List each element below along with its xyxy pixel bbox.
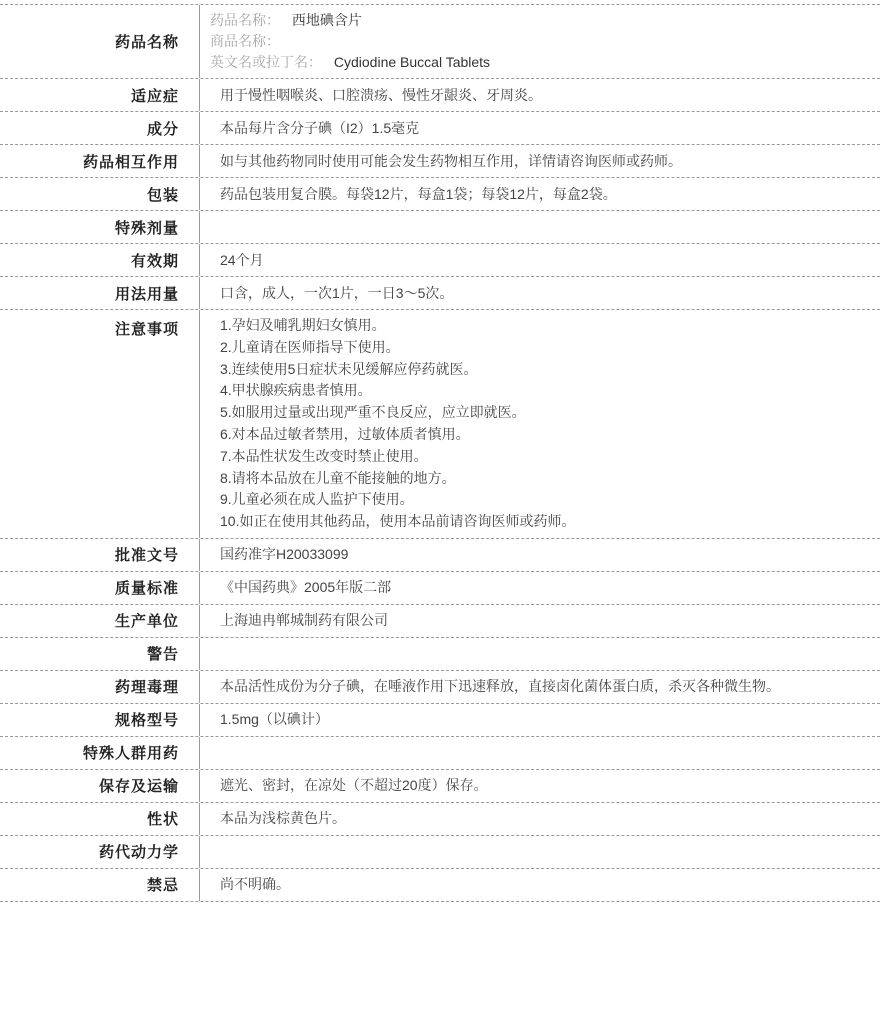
table-row	[0, 605, 880, 638]
row-value: 如与其他药物同时使用可能会发生药物相互作用，详情请咨询医师或药师。	[220, 152, 682, 169]
table-row	[0, 539, 880, 572]
table-row	[0, 869, 880, 902]
row-label: 注意事项	[0, 310, 200, 538]
notes-line: 4.甲状腺疾病患者慎用。	[220, 382, 372, 399]
table-row	[0, 704, 880, 737]
row-value: 上海迪冉郸城制药有限公司	[220, 612, 388, 629]
drug-name-field	[210, 10, 870, 31]
row-label: 药理毒理	[0, 671, 200, 703]
table-row	[0, 803, 880, 836]
table-row	[0, 638, 880, 671]
row-label: 用法用量	[0, 277, 200, 309]
row-value	[200, 310, 880, 538]
table-row	[0, 572, 880, 605]
english-name-field-value: Cydiodine Buccal Tablets	[333, 54, 491, 70]
notes-line: 3.连续使用5日症状未见缓解应停药就医。	[220, 360, 478, 377]
table-row-drug-name	[0, 5, 880, 79]
drug-info-table	[0, 4, 880, 902]
trade-name-field-key: 商品名称：	[210, 33, 280, 49]
table-row	[0, 211, 880, 244]
notes-line: 9.儿童必须在成人监护下使用。	[220, 491, 414, 508]
drug-name-field-value: 西地碘含片	[291, 12, 362, 28]
row-value: 《中国药典》2005年版二部	[220, 579, 392, 596]
table-row	[0, 277, 880, 310]
row-value	[200, 836, 880, 868]
row-value: 本品为浅棕黄色片。	[220, 810, 346, 827]
row-value: 药品包装用复合膜。每袋12片，每盒1袋；每袋12片，每盒2袋。	[220, 185, 617, 202]
row-value: 口含，成人，一次1片，一日3～5次。	[220, 284, 454, 301]
row-value	[200, 737, 880, 769]
table-row	[0, 244, 880, 277]
row-label: 特殊人群用药	[0, 737, 200, 769]
table-row	[0, 112, 880, 145]
table-row	[0, 770, 880, 803]
notes-line: 10.如正在使用其他药品，使用本品前请咨询医师或药师。	[220, 513, 576, 530]
row-value: 用于慢性咽喉炎、口腔溃疡、慢性牙龈炎、牙周炎。	[220, 86, 542, 103]
english-name-field	[210, 52, 870, 73]
row-label: 药代动力学	[0, 836, 200, 868]
row-value: 24个月	[220, 251, 264, 268]
row-value	[200, 211, 880, 243]
row-label: 适应症	[0, 79, 200, 111]
table-rows	[0, 79, 880, 902]
row-value	[200, 638, 880, 670]
notes-line: 7.本品性状发生改变时禁止使用。	[220, 447, 428, 464]
row-label: 保存及运输	[0, 770, 200, 802]
table-row	[0, 145, 880, 178]
table-row	[0, 79, 880, 112]
notes-line: 8.请将本品放在儿童不能接触的地方。	[220, 469, 456, 486]
row-label: 质量标准	[0, 572, 200, 604]
table-row	[0, 671, 880, 704]
notes-line: 1.孕妇及哺乳期妇女慎用。	[220, 317, 386, 333]
row-label: 性状	[0, 803, 200, 835]
row-label: 有效期	[0, 244, 200, 276]
row-value: 遮光、密封，在凉处（不超过20度）保存。	[220, 777, 488, 794]
row-label: 包装	[0, 178, 200, 210]
table-row	[0, 178, 880, 211]
row-value: 尚不明确。	[220, 876, 290, 893]
row-value	[200, 5, 880, 78]
row-label: 生产单位	[0, 605, 200, 637]
notes-line: 2.儿童请在医师指导下使用。	[220, 338, 400, 355]
row-value: 国药准字H20033099	[220, 546, 349, 563]
table-row	[0, 836, 880, 869]
row-label: 批准文号	[0, 539, 200, 571]
drug-name-field-key: 药品名称：	[210, 12, 280, 28]
row-value: 本品每片含分子碘（I2）1.5毫克	[220, 119, 420, 136]
notes-line: 5.如服用过量或出现严重不良反应，应立即就医。	[220, 404, 526, 421]
notes-line: 6.对本品过敏者禁用，过敏体质者慎用。	[220, 425, 470, 442]
trade-name-field	[210, 31, 870, 52]
row-label: 成分	[0, 112, 200, 144]
row-value: 1.5mg（以碘计）	[220, 711, 329, 728]
row-label: 药品相互作用	[0, 145, 200, 177]
row-value: 本品活性成份为分子碘，在唾液作用下迅速释放，直接卤化菌体蛋白质，杀灭各种微生物。	[220, 678, 780, 695]
table-row	[0, 310, 880, 539]
row-label: 特殊剂量	[0, 211, 200, 243]
row-label: 禁忌	[0, 869, 200, 901]
row-label: 警告	[0, 638, 200, 670]
row-label: 药品名称	[0, 5, 200, 78]
table-row	[0, 737, 880, 770]
english-name-field-key: 英文名或拉丁名：	[210, 54, 322, 70]
row-label: 规格型号	[0, 704, 200, 736]
